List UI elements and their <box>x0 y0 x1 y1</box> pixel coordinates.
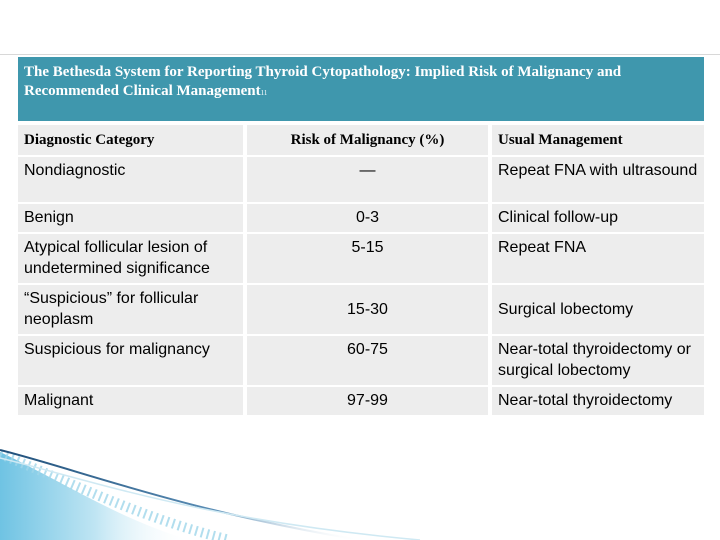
table-row <box>18 336 704 387</box>
header-diagnostic-category: Diagnostic Category <box>18 125 247 157</box>
caption-reference: 11 <box>260 89 268 97</box>
bethesda-table <box>18 125 704 417</box>
table-row <box>18 285 704 336</box>
management-cell: Surgical lobectomy <box>492 285 704 336</box>
risk-cell: 97-99 <box>247 387 492 417</box>
table-caption <box>18 57 704 121</box>
risk-cell: 0-3 <box>247 204 492 234</box>
management-cell: Clinical follow-up <box>492 204 704 234</box>
category-cell: Atypical follicular lesion of undetermined significance <box>18 234 247 285</box>
table-row <box>18 387 704 417</box>
table-row <box>18 157 704 204</box>
management-cell: Near-total thyroidectomy <box>492 387 704 417</box>
category-cell: Benign <box>18 204 247 234</box>
risk-cell: 60-75 <box>247 336 492 387</box>
category-cell: Suspicious for malignancy <box>18 336 247 387</box>
table-row <box>18 234 704 285</box>
header-usual-management: Usual Management <box>492 125 704 157</box>
caption-title: The Bethesda System for Reporting Thyroid Cytopathology: Implied Risk of Malignancy and Recommended Clinical Management <box>24 64 622 99</box>
table-row <box>18 204 704 234</box>
risk-cell: 5-15 <box>247 234 492 285</box>
management-cell: Repeat FNA with ultrasound <box>492 157 704 204</box>
table-header-row <box>18 125 704 157</box>
risk-cell: — <box>247 157 492 204</box>
category-cell: Malignant <box>18 387 247 417</box>
category-cell: “Suspicious” for follicular neoplasm <box>18 285 247 336</box>
top-rule <box>0 54 720 55</box>
decorative-swoosh <box>0 440 720 540</box>
category-cell: Nondiagnostic <box>18 157 247 204</box>
header-risk-of-malignancy: Risk of Malignancy (%) <box>247 125 492 157</box>
bethesda-table-container <box>18 57 704 417</box>
management-cell: Near-total thyroidectomy or surgical lobectomy <box>492 336 704 387</box>
risk-cell: 15-30 <box>247 285 492 336</box>
management-cell: Repeat FNA <box>492 234 704 285</box>
